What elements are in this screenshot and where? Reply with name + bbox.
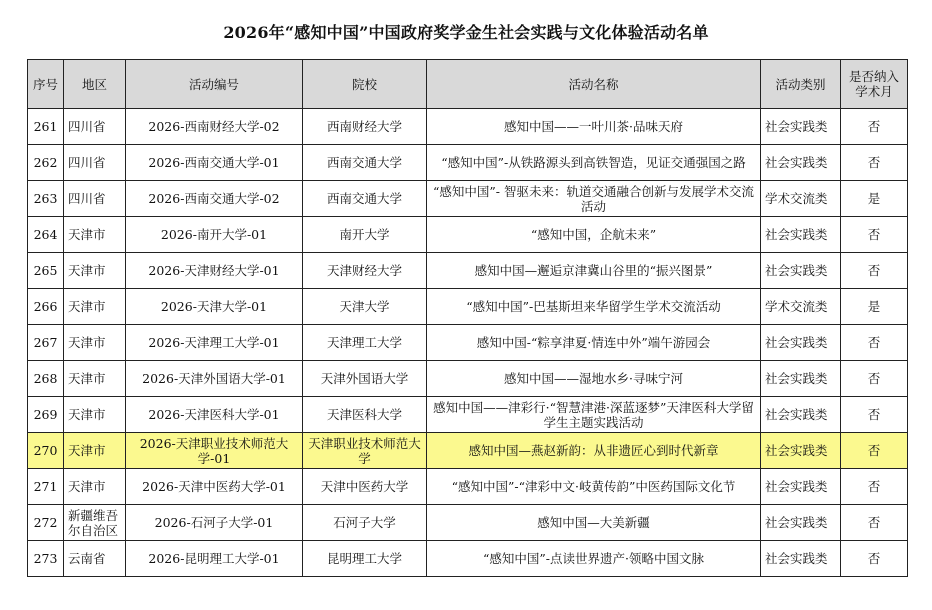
cell-academic-month: 否 (841, 541, 908, 577)
table-row (28, 541, 908, 577)
cell-code: 2026-天津财经大学-01 (126, 253, 303, 289)
cell-no: 268 (28, 361, 64, 397)
cell-school: 天津财经大学 (303, 253, 427, 289)
cell-activity-name: 感知中国——一叶川茶·品味天府 (427, 109, 761, 145)
cell-region: 天津市 (64, 361, 126, 397)
table-row (28, 505, 908, 541)
cell-region: 天津市 (64, 325, 126, 361)
cell-no: 272 (28, 505, 64, 541)
cell-activity-name: “感知中国”- 智驱未来：轨道交通融合创新与发展学术交流活动 (427, 181, 761, 217)
cell-code: 2026-天津大学-01 (126, 289, 303, 325)
header-row (28, 60, 908, 109)
header-activity-name: 活动名称 (427, 60, 761, 109)
cell-school: 昆明理工大学 (303, 541, 427, 577)
cell-code: 2026-西南财经大学-02 (126, 109, 303, 145)
cell-type: 社会实践类 (761, 325, 841, 361)
cell-region: 天津市 (64, 469, 126, 505)
cell-type: 社会实践类 (761, 217, 841, 253)
cell-activity-name: 感知中国——湿地水乡·寻味宁河 (427, 361, 761, 397)
cell-code: 2026-天津理工大学-01 (126, 325, 303, 361)
cell-no: 264 (28, 217, 64, 253)
cell-academic-month: 否 (841, 217, 908, 253)
table-row (28, 289, 908, 325)
cell-activity-name: 感知中国—大美新疆 (427, 505, 761, 541)
cell-no: 261 (28, 109, 64, 145)
cell-no: 266 (28, 289, 64, 325)
header-code: 活动编号 (126, 60, 303, 109)
cell-no: 265 (28, 253, 64, 289)
table-row (28, 109, 908, 145)
cell-region: 四川省 (64, 145, 126, 181)
cell-school: 南开大学 (303, 217, 427, 253)
cell-region: 云南省 (64, 541, 126, 577)
cell-no: 271 (28, 469, 64, 505)
cell-activity-name: “感知中国”-从铁路源头到高铁智造，见证交通强国之路 (427, 145, 761, 181)
cell-school: 天津大学 (303, 289, 427, 325)
cell-type: 学术交流类 (761, 181, 841, 217)
cell-region: 天津市 (64, 433, 126, 469)
cell-academic-month: 否 (841, 325, 908, 361)
cell-school: 天津医科大学 (303, 397, 427, 433)
cell-region: 天津市 (64, 397, 126, 433)
cell-region: 新疆维吾尔自治区 (64, 505, 126, 541)
cell-type: 社会实践类 (761, 433, 841, 469)
cell-school: 西南交通大学 (303, 145, 427, 181)
cell-activity-name: 感知中国——津彩行·“智慧津港·深蓝逐梦”天津医科大学留学生主题实践活动 (427, 397, 761, 433)
cell-academic-month: 否 (841, 145, 908, 181)
cell-academic-month: 否 (841, 397, 908, 433)
cell-no: 267 (28, 325, 64, 361)
cell-type: 社会实践类 (761, 541, 841, 577)
cell-academic-month: 否 (841, 361, 908, 397)
cell-region: 天津市 (64, 217, 126, 253)
cell-academic-month: 否 (841, 253, 908, 289)
cell-school: 西南财经大学 (303, 109, 427, 145)
cell-school: 石河子大学 (303, 505, 427, 541)
cell-type: 社会实践类 (761, 469, 841, 505)
table-row (28, 325, 908, 361)
cell-school: 西南交通大学 (303, 181, 427, 217)
cell-academic-month: 是 (841, 181, 908, 217)
cell-code: 2026-天津外国语大学-01 (126, 361, 303, 397)
cell-no: 273 (28, 541, 64, 577)
cell-academic-month: 否 (841, 433, 908, 469)
cell-school: 天津理工大学 (303, 325, 427, 361)
cell-activity-name: “感知中国，企航未来” (427, 217, 761, 253)
cell-code: 2026-昆明理工大学-01 (126, 541, 303, 577)
cell-no: 269 (28, 397, 64, 433)
cell-type: 社会实践类 (761, 253, 841, 289)
cell-region: 四川省 (64, 109, 126, 145)
cell-no: 270 (28, 433, 64, 469)
cell-academic-month: 是 (841, 289, 908, 325)
cell-code: 2026-南开大学-01 (126, 217, 303, 253)
table-row (28, 145, 908, 181)
cell-no: 262 (28, 145, 64, 181)
cell-school: 天津职业技术师范大学 (303, 433, 427, 469)
cell-code: 2026-石河子大学-01 (126, 505, 303, 541)
page-title: 2026年“感知中国”中国政府奖学金生社会实践与文化体验活动名单 (223, 23, 709, 42)
activity-table (27, 59, 908, 577)
header-type: 活动类别 (761, 60, 841, 109)
table-row (28, 469, 908, 505)
cell-type: 社会实践类 (761, 145, 841, 181)
cell-code: 2026-天津职业技术师范大学-01 (126, 433, 303, 469)
table-row (28, 217, 908, 253)
header-school: 院校 (303, 60, 427, 109)
header-region: 地区 (64, 60, 126, 109)
cell-activity-name: “感知中国”-“津彩中文·岐黄传韵”中医药国际文化节 (427, 469, 761, 505)
cell-code: 2026-天津医科大学-01 (126, 397, 303, 433)
cell-type: 社会实践类 (761, 505, 841, 541)
table-row (28, 253, 908, 289)
cell-code: 2026-西南交通大学-01 (126, 145, 303, 181)
cell-region: 天津市 (64, 289, 126, 325)
cell-type: 社会实践类 (761, 397, 841, 433)
cell-school: 天津外国语大学 (303, 361, 427, 397)
cell-academic-month: 否 (841, 109, 908, 145)
cell-type: 社会实践类 (761, 361, 841, 397)
table-row (28, 181, 908, 217)
cell-activity-name: 感知中国—邂逅京津冀山谷里的“振兴图景” (427, 253, 761, 289)
header-academic-month: 是否纳入学术月 (841, 60, 908, 109)
header-no: 序号 (28, 60, 64, 109)
table-row (28, 397, 908, 433)
cell-region: 天津市 (64, 253, 126, 289)
cell-no: 263 (28, 181, 64, 217)
table-row (28, 433, 908, 469)
cell-school: 天津中医药大学 (303, 469, 427, 505)
table-row (28, 361, 908, 397)
cell-region: 四川省 (64, 181, 126, 217)
cell-activity-name: “感知中国”-巴基斯坦来华留学生学术交流活动 (427, 289, 761, 325)
cell-activity-name: “感知中国”-点读世界遗产·领略中国文脉 (427, 541, 761, 577)
cell-activity-name: 感知中国—燕赵新韵：从非遗匠心到时代新章 (427, 433, 761, 469)
cell-type: 学术交流类 (761, 289, 841, 325)
cell-activity-name: 感知中国-“粽享津夏·情连中外”端午游园会 (427, 325, 761, 361)
cell-type: 社会实践类 (761, 109, 841, 145)
cell-code: 2026-西南交通大学-02 (126, 181, 303, 217)
cell-code: 2026-天津中医药大学-01 (126, 469, 303, 505)
cell-academic-month: 否 (841, 469, 908, 505)
cell-academic-month: 否 (841, 505, 908, 541)
